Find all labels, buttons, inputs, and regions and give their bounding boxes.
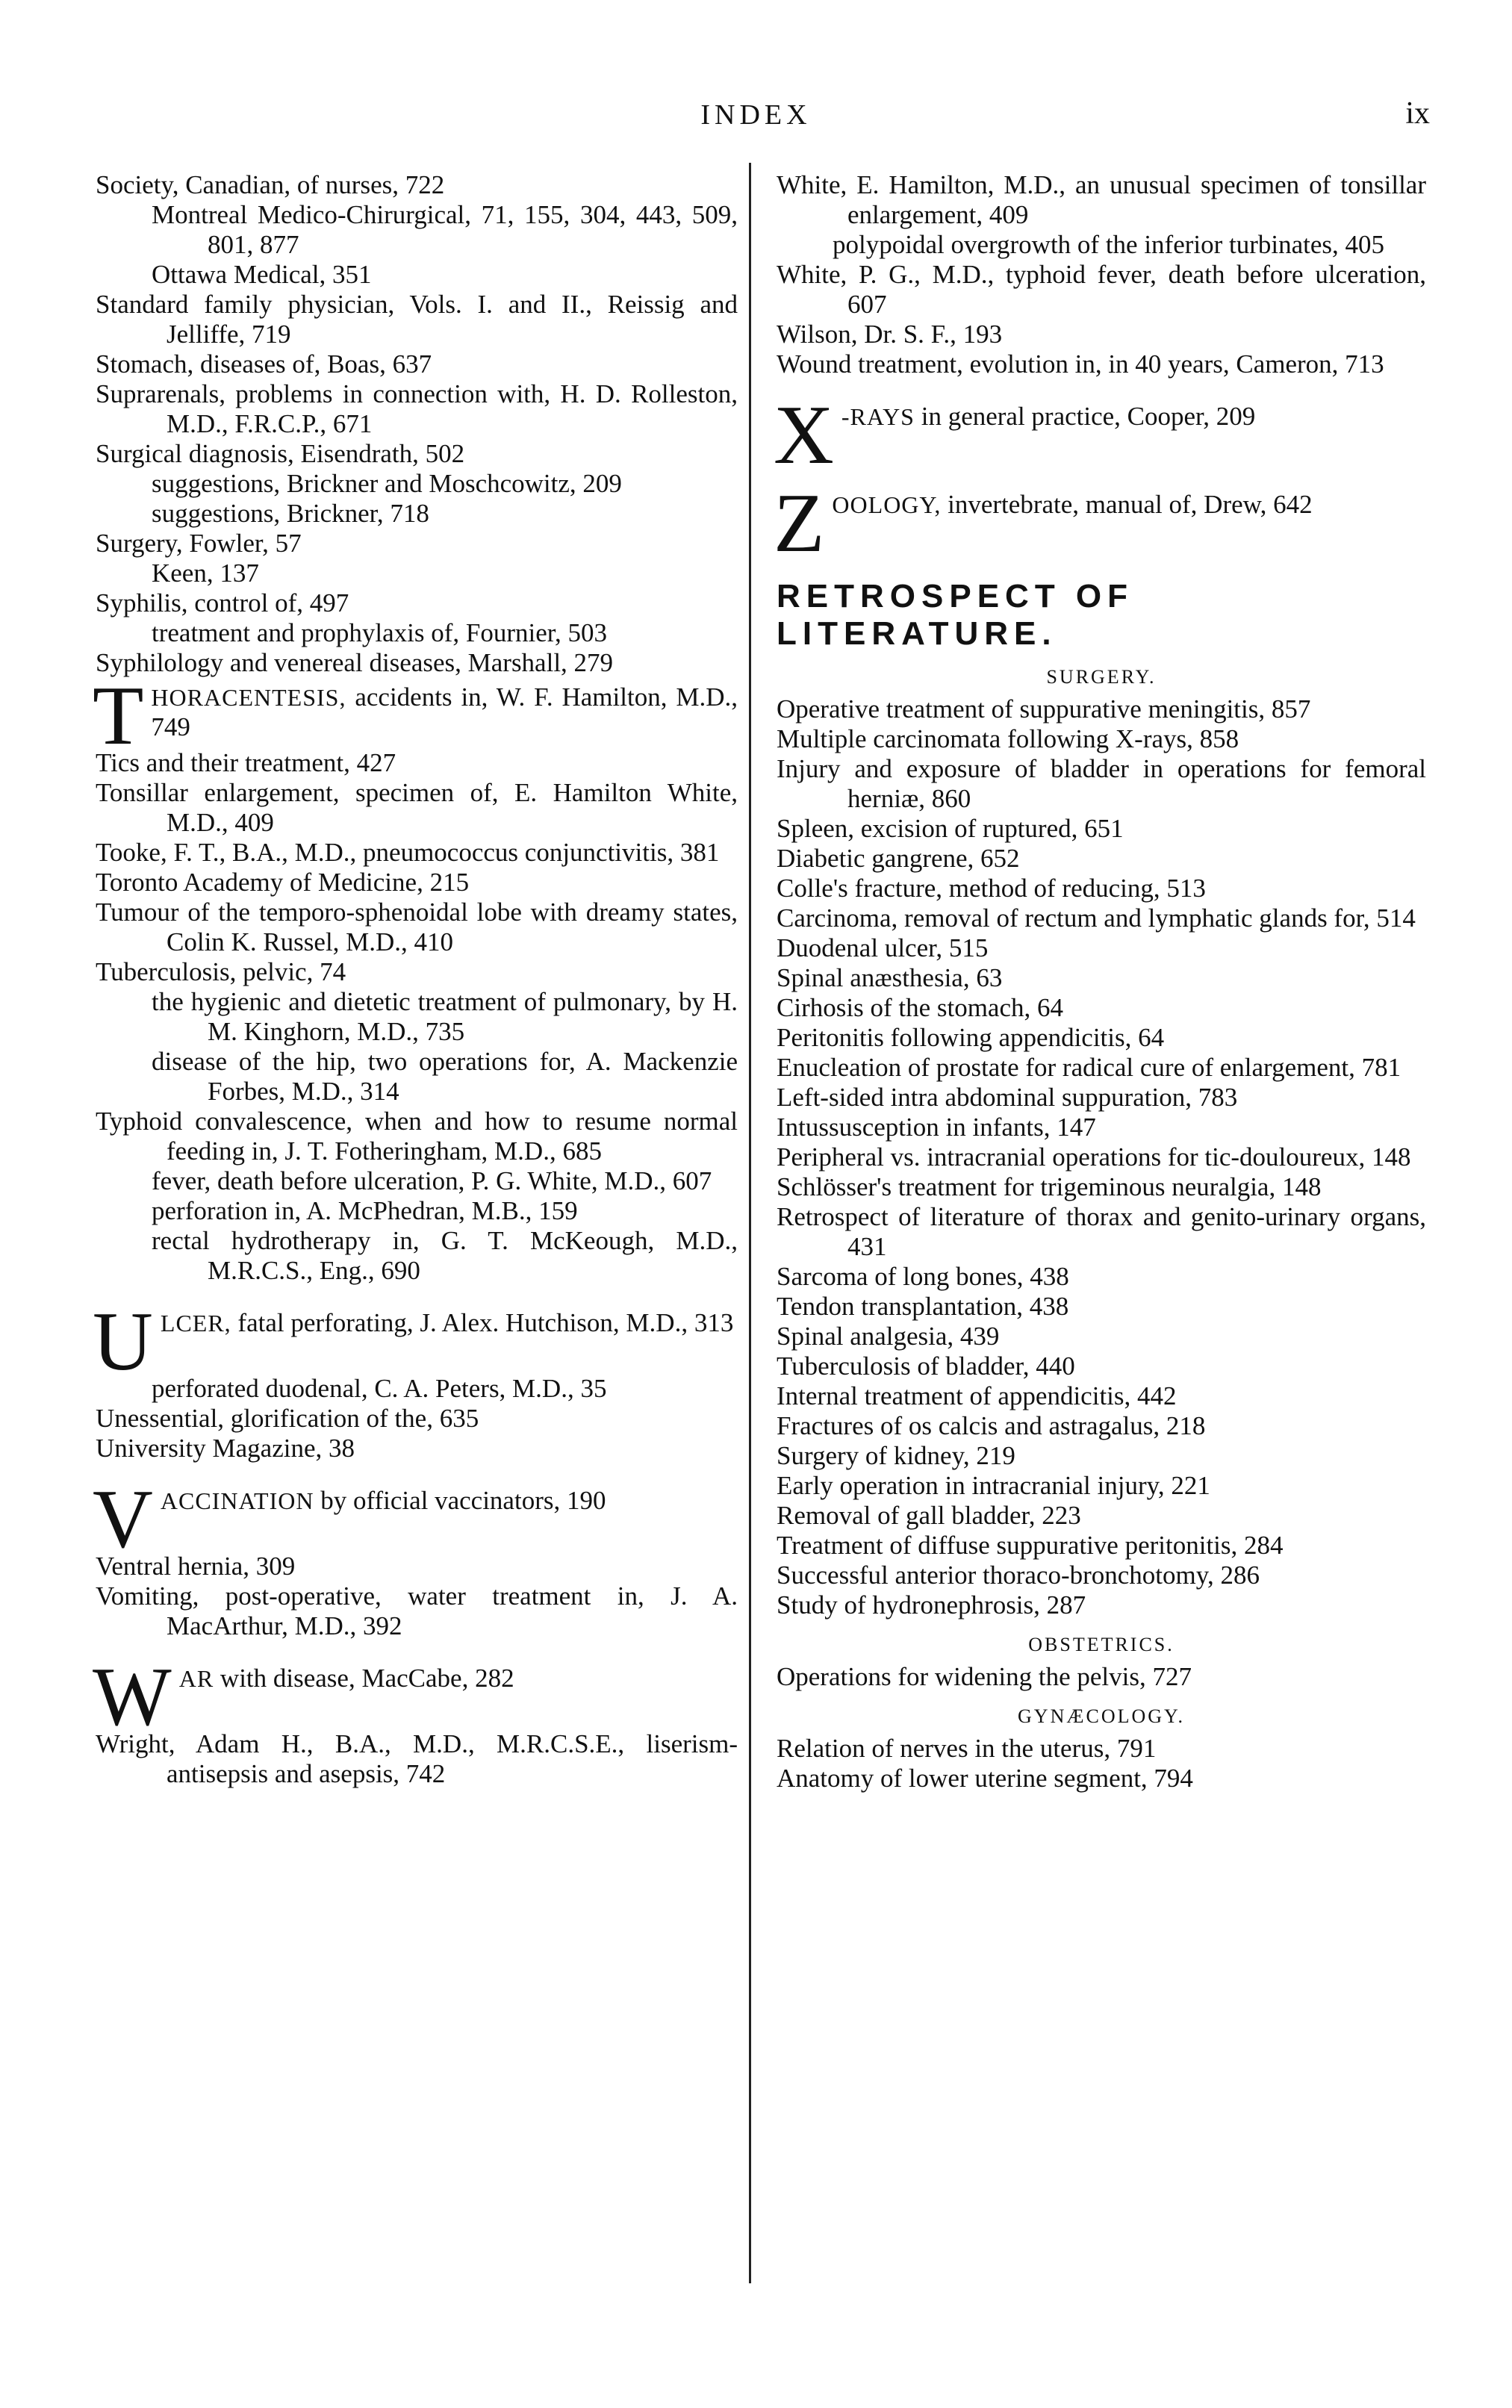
index-entry: White, E. Hamilton, M.D., an unusual specimen of tonsillar enlargement, 409 <box>777 170 1426 229</box>
index-subentry: perforation in, A. McPhedran, M.B., 159 <box>152 1196 578 1225</box>
index-entry: Colle's fracture, method of reducing, 513 <box>777 874 1206 903</box>
retrospect-banner: RETROSPECT OF LITERATURE. <box>777 578 1134 652</box>
index-entry: University Magazine, 38 <box>96 1434 355 1463</box>
entry-text: accidents in, W. F. Hamilton, M.D., 749 <box>151 682 738 741</box>
index-column-right <box>774 170 1426 1793</box>
index-entry: Tooke, F. T., B.A., M.D., pneumococcus conjunctivitis, 381 <box>96 838 720 867</box>
index-entry: Cirhosis of the stomach, 64 <box>777 993 1063 1022</box>
index-entry: Tuberculosis, pelvic, 74 <box>96 957 346 986</box>
index-subentry: Ottawa Medical, 351 <box>152 260 372 289</box>
entry-text: by official vaccinators, 190 <box>314 1486 606 1515</box>
index-entry: Tonsillar enlargement, specimen of, E. Hamilton White, M.D., 409 <box>96 778 738 837</box>
index-entry: Standard family physician, Vols. I. and II., Reissig and Jelliffe, 719 <box>96 290 738 349</box>
index-entry: Toronto Academy of Medicine, 215 <box>96 868 470 897</box>
entry-lead-word: AR <box>178 1665 214 1692</box>
index-entry: Enucleation of prostate for radical cure of enlargement, 781 <box>777 1053 1401 1082</box>
drop-cap-letter: X <box>774 389 834 482</box>
index-letter-entry <box>93 1473 738 1566</box>
index-subentry: polypoidal overgrowth of the inferior turbinates, 405 <box>833 230 1385 259</box>
index-entry: Syphilis, control of, 497 <box>96 588 349 617</box>
index-entry: Multiple carcinomata following X-rays, 858 <box>777 724 1239 753</box>
entry-text: in general practice, Cooper, 209 <box>914 402 1256 431</box>
entry-lead-word: -RAYS <box>841 403 915 430</box>
index-entry: Treatment of diffuse suppurative peritonitis, 284 <box>777 1531 1284 1560</box>
drop-cap-letter: T <box>93 670 144 762</box>
index-subentry: fever, death before ulceration, P. G. White, M.D., 607 <box>152 1166 712 1195</box>
index-entry: Surgery, Fowler, 57 <box>96 529 302 558</box>
index-entry: Removal of gall bladder, 223 <box>777 1501 1081 1530</box>
index-entry: Fractures of os calcis and astragalus, 218 <box>777 1411 1206 1440</box>
index-subentry: Keen, 137 <box>152 559 259 588</box>
index-entry: Spleen, excision of ruptured, 651 <box>777 814 1124 843</box>
index-subentry: rectal hydrotherapy in, G. T. McKeough, M.D., M.R.C.S., Eng., 690 <box>152 1226 738 1285</box>
index-entry: Suprarenals, problems in connection with, H. D. Rolleston, M.D., F.R.C.P., 671 <box>96 379 738 438</box>
entry-lead-word: OOLOGY, <box>832 491 942 518</box>
index-entry: Operative treatment of suppurative meningitis, 857 <box>777 694 1311 724</box>
index-entry: Wright, Adam H., B.A., M.D., M.R.C.S.E., liserism-antisepsis and asepsis, 742 <box>96 1729 738 1788</box>
index-entry: Wound treatment, evolution in, in 40 years, Cameron, 713 <box>777 349 1384 379</box>
index-column-left <box>93 170 738 1789</box>
index-entry: Sarcoma of long bones, 438 <box>777 1262 1069 1291</box>
index-entry: Surgery of kidney, 219 <box>777 1441 1015 1470</box>
section-heading: SURGERY. <box>1046 666 1157 688</box>
entry-lead-word: HORACENTESIS, <box>151 684 346 711</box>
index-entry: Schlösser's treatment for trigeminous neuralgia, 148 <box>777 1172 1322 1201</box>
index-letter-entry <box>774 477 1426 570</box>
index-entry: Ventral hernia, 309 <box>96 1552 296 1581</box>
index-entry: Spinal anæsthesia, 63 <box>777 963 1003 992</box>
index-entry: Spinal analgesia, 439 <box>777 1322 1000 1351</box>
index-entry: Syphilology and venereal diseases, Marshall, 279 <box>96 648 614 677</box>
page-header-title: INDEX <box>700 99 812 131</box>
index-entry: Early operation in intracranial injury, 221 <box>777 1471 1210 1500</box>
index-entry: Tics and their treatment, 427 <box>96 748 396 777</box>
index-entry: Stomach, diseases of, Boas, 637 <box>96 349 432 379</box>
index-entry: Tumour of the temporo-sphenoidal lobe with dreamy states, Colin K. Russel, M.D., 410 <box>96 897 738 956</box>
index-letter-entry <box>93 670 738 762</box>
drop-cap-letter: W <box>93 1651 172 1743</box>
section-heading: GYNÆCOLOGY. <box>1018 1705 1185 1727</box>
index-entry: Anatomy of lower uterine segment, 794 <box>777 1764 1193 1793</box>
index-subentry: the hygienic and dietetic treatment of pulmonary, by H. M. Kinghorn, M.D., 735 <box>152 987 738 1046</box>
index-entry: Relation of nerves in the uterus, 791 <box>777 1734 1157 1763</box>
index-entry: Operations for widening the pelvis, 727 <box>777 1662 1192 1691</box>
index-entry: Wilson, Dr. S. F., 193 <box>777 320 1003 349</box>
index-entry: Retrospect of literature of thorax and genito-urinary organs, 431 <box>777 1202 1426 1261</box>
index-entry: Peripheral vs. intracranial operations for tic-douloureux, 148 <box>777 1142 1411 1172</box>
index-entry: Society, Canadian, of nurses, 722 <box>96 170 445 199</box>
page-number: ix <box>1405 96 1430 131</box>
entry-text: fatal perforating, J. Alex. Hutchison, M.D., 313 <box>231 1308 734 1337</box>
index-entry: Internal treatment of appendicitis, 442 <box>777 1381 1177 1410</box>
index-entry: Tuberculosis of bladder, 440 <box>777 1351 1075 1381</box>
index-entry: Unessential, glorification of the, 635 <box>96 1404 479 1433</box>
index-entry: Vomiting, post-operative, water treatment in, J. A. MacArthur, M.D., 392 <box>96 1581 738 1640</box>
index-entry: Peritonitis following appendicitis, 64 <box>777 1023 1165 1052</box>
index-entry: Successful anterior thoraco-bronchotomy, 286 <box>777 1561 1260 1590</box>
index-entry: Tendon transplantation, 438 <box>777 1292 1069 1321</box>
entry-text: with disease, MacCabe, 282 <box>214 1664 514 1693</box>
index-entry: Injury and exposure of bladder in operations for femoral herniæ, 860 <box>777 754 1426 813</box>
drop-cap-letter: Z <box>774 477 825 570</box>
index-subentry: suggestions, Brickner and Moschcowitz, 209 <box>152 469 622 498</box>
drop-cap-letter: U <box>93 1295 153 1388</box>
index-entry: Left-sided intra abdominal suppuration, 783 <box>777 1083 1238 1112</box>
index-entry: Carcinoma, removal of rectum and lymphatic glands for, 514 <box>777 903 1416 933</box>
index-subentry: perforated duodenal, C. A. Peters, M.D., 35 <box>152 1374 607 1403</box>
index-subentry: disease of the hip, two operations for, A. Mackenzie Forbes, M.D., 314 <box>152 1047 738 1106</box>
index-entry: Study of hydronephrosis, 287 <box>777 1590 1086 1620</box>
index-letter-entry <box>93 1651 738 1743</box>
index-entry: Duodenal ulcer, 515 <box>777 933 989 962</box>
index-subentry: suggestions, Brickner, 718 <box>152 499 429 528</box>
column-divider <box>749 163 751 2283</box>
index-subentry: Montreal Medico-Chirurgical, 71, 155, 304, 443, 509, 801, 877 <box>152 200 738 259</box>
index-subentry: treatment and prophylaxis of, Fournier, 503 <box>152 618 607 647</box>
section-heading: OBSTETRICS. <box>1028 1634 1175 1655</box>
index-entry: Typhoid convalescence, when and how to resume normal feeding in, J. T. Fotheringham, M.D., 685 <box>96 1107 738 1166</box>
entry-lead-word: ACCINATION <box>160 1487 314 1514</box>
entry-text: invertebrate, manual of, Drew, 642 <box>941 490 1313 519</box>
index-letter-entry <box>774 389 1426 482</box>
index-entry: Diabetic gangrene, 652 <box>777 844 1020 873</box>
index-entry: Surgical diagnosis, Eisendrath, 502 <box>96 439 465 468</box>
index-entry: Intussusception in infants, 147 <box>777 1113 1096 1142</box>
entry-lead-word: LCER, <box>160 1310 231 1337</box>
drop-cap-letter: V <box>93 1473 153 1566</box>
index-entry: White, P. G., M.D., typhoid fever, death before ulceration, 607 <box>777 260 1426 319</box>
index-letter-entry <box>93 1295 738 1388</box>
